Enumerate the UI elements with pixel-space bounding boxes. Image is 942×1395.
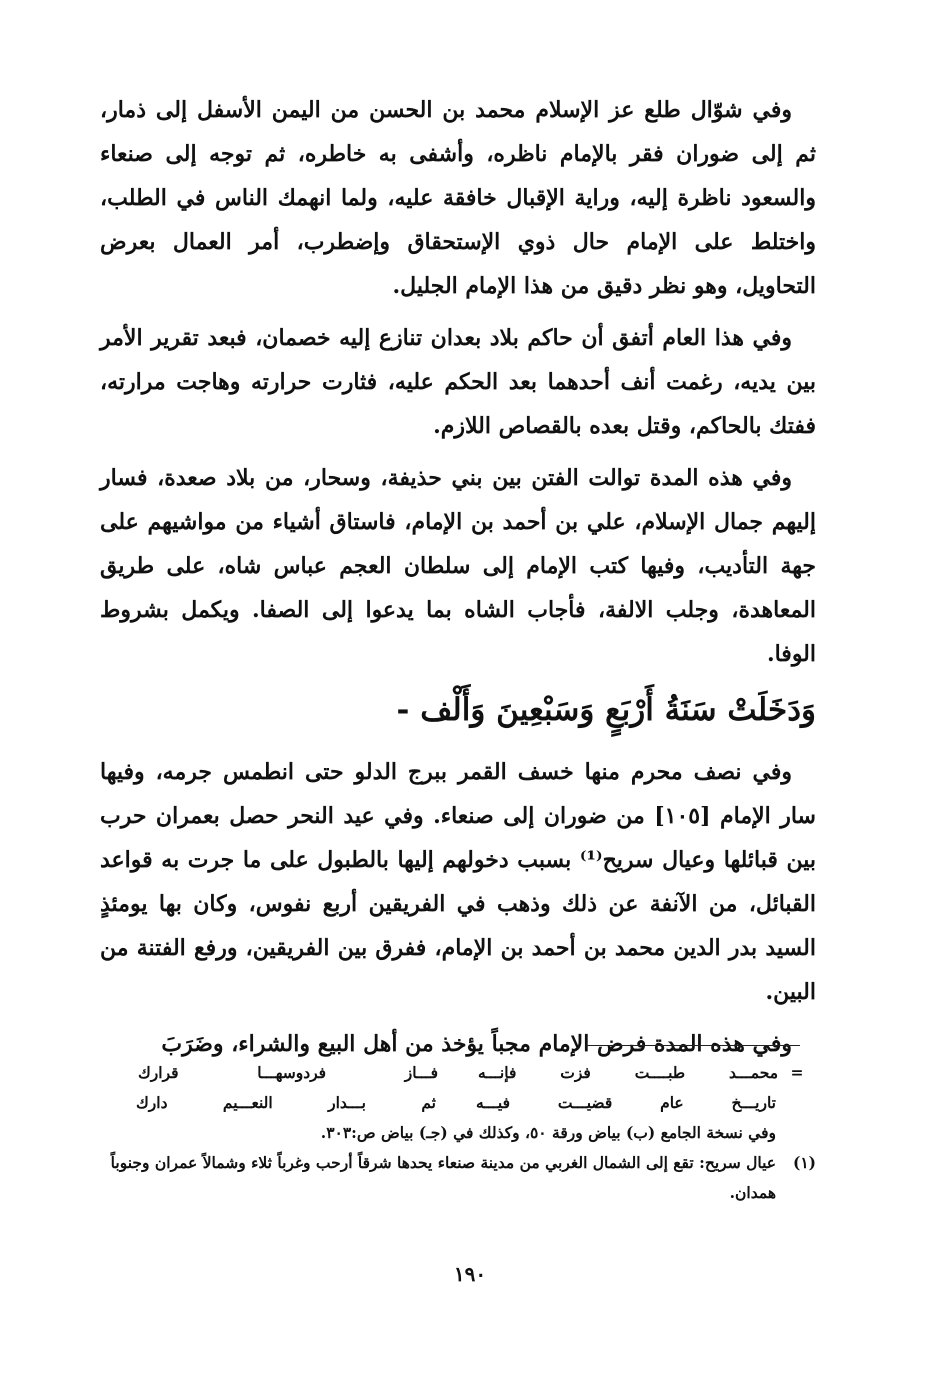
verse-line-2 bbox=[100, 1088, 816, 1118]
paragraph-judge-baadan: وفي هذا العام أتفق أن حاكم بلاد بعدان تنازع إليه خصمان، فبعد تقرير الأمر بين يديه، رغمت أنف أحدهما بعد الحكم عليه، فثارت حرارته وهاجت مرارته، ففتك بالحاكم، وقتل بعده بالقصاص اللازم. bbox=[100, 325, 816, 439]
footnote-number: (١) bbox=[792, 1153, 816, 1172]
year-heading: وَدَخَلَتْ سَنَةُ أَرْبَعٍ وَسَبْعِينَ وَأَلْف - bbox=[396, 692, 816, 728]
page-number: ١٩٠ bbox=[453, 1262, 487, 1286]
footnotes bbox=[100, 1058, 816, 1208]
verse-hemistich: محمـــد طبــــت فزت فإنـــه bbox=[478, 1063, 778, 1082]
paragraph-eclipse: وفي نصف محرم منها خسف القمر ببرج الدلو حتى انطمس جرمه، وفيها سار الإمام [١٠٥] من ضوران إلى صنعاء. وفي عيد النحر حصل بعمران حرب بين قبائلها وعيال سريح⁽¹⁾ بسبب دخولهم إليها بالطبول على ما جرت به قواعد القبائل، من الآنفة عن ذلك وذهب في الفريقين أربع نفوس، وكان بها يومئذٍ السيد بدر الدين محمد بن أحمد بن الإمام، ففرق بين الفريقين، ورفع الفتنة من البين. bbox=[100, 759, 816, 1005]
paragraph-saada-conflicts: وفي هذه المدة توالت الفتن بين بني حذيفة، وسحار، من بلاد صعدة، فسار إليهم جمال الإسلام، علي بن أحمد بن الإمام، فاستاق أشياء من مواشيهم على جهة التأديب، وفيها كتب الإمام إلى سلطان العجم عباس شاه، على طريق المعاهدة، وجلب الالفة، فأجاب الشاه بما يدعوا إلى الصفا. ويكمل بشروط الوفا. bbox=[100, 465, 816, 667]
verse-line-1 bbox=[100, 1058, 816, 1088]
paragraph-shawwal: وفي شوّال طلع عز الإسلام محمد بن الحسن من اليمن الأسفل إلى ذمار، ثم إلى ضوران فقر بالإمام ناظره، وأشفى به خاطره، ثم توجه إلى صنعاء والسعود ناظرة إليه، وراية الإقبال خافقة عليه، ولما انهمك الناس في الطلب، واختلط على الإمام حال ذوي الإستحقاق وإضطرب، أمر العمال بعرض التحاويل، وهو نظر دقيق من هذا الإمام الجليل. bbox=[100, 97, 816, 299]
verse-hemistich: تاريـــخ عام قضيـــت فيـــه bbox=[476, 1093, 776, 1112]
footnote-1 bbox=[100, 1148, 816, 1208]
paragraph-tax: وفي هذه المدة فرض الإمام مجباً يؤخذ من أهل البيع والشراء، وضَرَبَ bbox=[161, 1031, 792, 1057]
verse-hemistich: ثم بـــدار النعـــيم دارك bbox=[136, 1093, 436, 1112]
footnote-separator bbox=[586, 1045, 800, 1046]
main-text bbox=[100, 88, 816, 1074]
continuation-mark: = bbox=[790, 1063, 804, 1082]
source-note: وفي نسخة الجامع (ب) بياض ورقة ٥٠، وكذلك في (جـ) بياض ص:٣٠٣. bbox=[320, 1123, 776, 1142]
footnote-text: عيال سريح: تقع إلى الشمال الغربي من مدينة صنعاء يحدها شرقاً أرحب وغرباً ثلاء وشمالاً عمران وجنوباً همدان. bbox=[110, 1153, 776, 1202]
verse-hemistich: فـــاز فردوسهـــا قرارك bbox=[138, 1063, 438, 1082]
